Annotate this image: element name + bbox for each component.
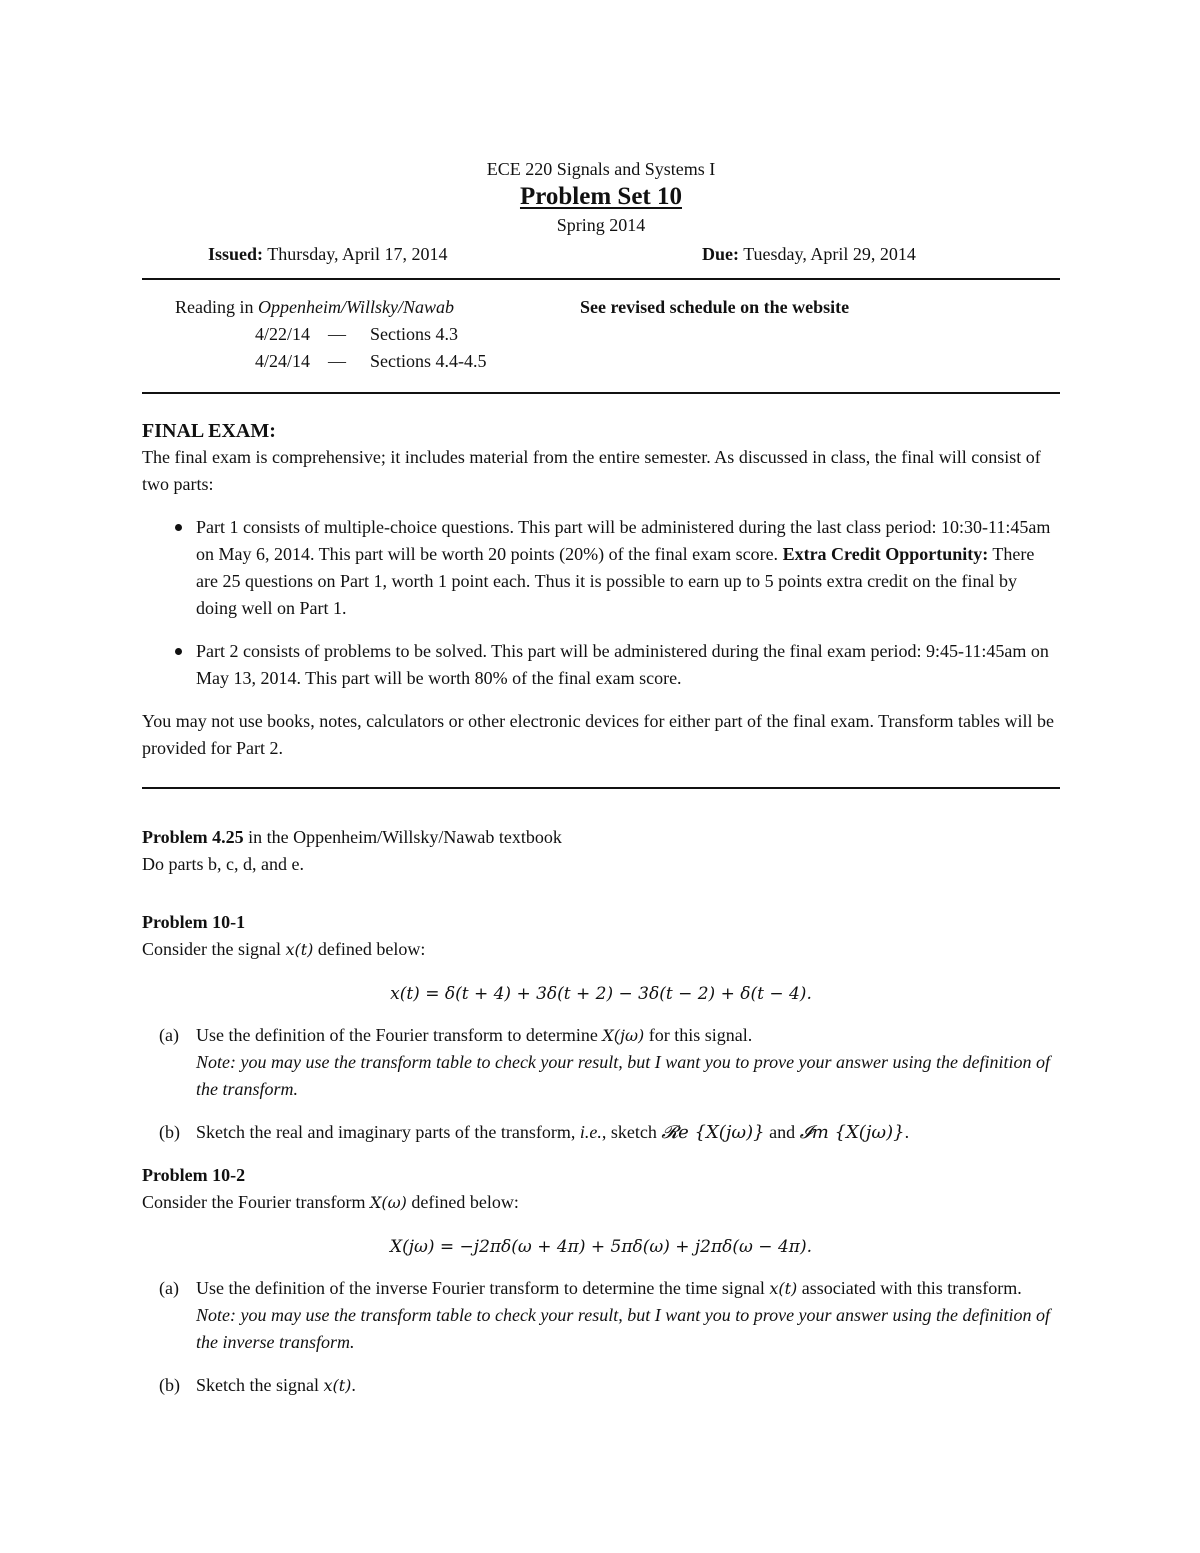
part-text: Sketch the real and imaginary parts of the transform, bbox=[196, 1122, 580, 1142]
part-label: (a) bbox=[159, 1278, 179, 1298]
list-item bbox=[142, 1119, 1060, 1146]
reading-sections: Sections 4.4-4.5 bbox=[370, 351, 487, 371]
problem-intro bbox=[142, 936, 1060, 963]
list-item bbox=[142, 1372, 1060, 1399]
reading-section bbox=[142, 280, 1060, 382]
issued-date bbox=[142, 241, 542, 269]
equation: x(t) = δ(t + 4) + 3δ(t + 2) − 3δ(t − 2) + δ(t − 4). bbox=[390, 984, 812, 1004]
ie-abbrev: i.e. bbox=[579, 1122, 602, 1142]
schedule-note: See revised schedule on the website bbox=[580, 297, 850, 317]
problem-set-page bbox=[142, 156, 1060, 1415]
reading-row bbox=[142, 321, 580, 348]
due-date bbox=[542, 241, 916, 269]
math-symbol: x(t) bbox=[323, 1376, 352, 1395]
problem-intro bbox=[142, 1189, 1060, 1216]
list-item bbox=[142, 638, 1060, 692]
reading-date: 4/22/14 bbox=[254, 324, 310, 344]
math-imag-part: 𝓘m {X(jω)} bbox=[799, 1122, 905, 1143]
bullet-icon bbox=[175, 524, 182, 531]
extra-credit-label: Extra Credit Opportunity: bbox=[782, 544, 989, 564]
reading-book: Oppenheim/Willsky/Nawab bbox=[258, 297, 454, 317]
problem-parts bbox=[142, 1275, 1060, 1399]
part-label: (b) bbox=[159, 1122, 180, 1142]
problem-label: Problem 10-1 bbox=[142, 912, 246, 932]
bullet-text: Part 2 consists of problems to be solved. This part will be administered during the final exam period: 9:45-11:45am on May 13, 2014. This part will be worth 80% of the final exam score. bbox=[196, 641, 1049, 688]
reading-row bbox=[142, 348, 580, 375]
part-label: (a) bbox=[159, 1025, 179, 1045]
reading-date: 4/24/14 bbox=[254, 351, 310, 371]
problem-heading bbox=[142, 824, 1060, 851]
part-text: associated with this transform. bbox=[797, 1278, 1022, 1298]
dates-row bbox=[142, 241, 1060, 269]
page-title bbox=[142, 182, 1060, 212]
final-exam-parts bbox=[142, 514, 1060, 692]
intro-text: defined below: bbox=[313, 939, 426, 959]
problem-label: Problem 10-2 bbox=[142, 1165, 246, 1185]
part-text: . bbox=[351, 1375, 356, 1395]
bullet-text: Part 1 consists of multiple-choice questions. This part will be administered during the last class period: 10:30-11:45am on May 6, 2014. This part will be worth 20 points (20%) of the final exam score. bbox=[196, 517, 1051, 564]
bullet-icon bbox=[175, 648, 182, 655]
textbook-problem bbox=[142, 824, 1060, 878]
due-value: Tuesday, April 29, 2014 bbox=[743, 244, 916, 264]
reading-prefix: Reading in bbox=[175, 297, 258, 317]
list-item bbox=[142, 514, 1060, 622]
issued-value: Thursday, April 17, 2014 bbox=[267, 244, 448, 264]
problem-10-1 bbox=[142, 909, 1060, 1146]
intro-text: Consider the Fourier transform bbox=[142, 1192, 370, 1212]
math-symbol: x(t) bbox=[285, 940, 314, 959]
final-exam-intro: The final exam is comprehensive; it includes material from the entire semester. As discussed in class, the final will consist of two parts: bbox=[142, 447, 1041, 494]
term: Spring 2014 bbox=[556, 215, 646, 235]
list-item bbox=[142, 1022, 1060, 1103]
due-label: Due: bbox=[702, 244, 739, 264]
reading-list bbox=[142, 294, 580, 382]
problem-instruction: Do parts b, c, d, and e. bbox=[142, 854, 304, 874]
part-note: Note: you may use the transform table to check your result, but I want you to prove your answer using the definition of the inverse transform. bbox=[196, 1305, 1051, 1352]
list-item bbox=[142, 1275, 1060, 1356]
math-real-part: 𝓡e {X(jω)} bbox=[661, 1122, 765, 1143]
reading-dash: — bbox=[328, 324, 346, 344]
problem-label: Problem 4.25 bbox=[142, 827, 244, 847]
reading-sections: Sections 4.3 bbox=[370, 324, 458, 344]
problem-set-title: Problem Set 10 bbox=[519, 183, 682, 210]
problem-parts bbox=[142, 1022, 1060, 1146]
divider bbox=[142, 392, 1060, 394]
bullet-text: There are 25 questions on Part 1, worth 1 point each. Thus it is possible to earn up to 5 points extra credit on the final by doing well on Part 1. bbox=[196, 544, 1035, 618]
part-text: Sketch the signal bbox=[196, 1375, 324, 1395]
intro-text: defined below: bbox=[406, 1192, 519, 1212]
reading-heading bbox=[142, 294, 580, 321]
equation: X(jω) = −j2πδ(ω + 4π) + 5πδ(ω) + j2πδ(ω − 4π). bbox=[390, 1237, 812, 1257]
part-text: for this signal. bbox=[644, 1025, 753, 1045]
course-title: ECE 220 Signals and Systems I bbox=[486, 159, 716, 179]
math-symbol: x(t) bbox=[769, 1279, 798, 1298]
final-exam-heading: FINAL EXAM: bbox=[142, 420, 276, 442]
reading-dash: — bbox=[328, 351, 346, 371]
problem-10-2 bbox=[142, 1162, 1060, 1399]
divider bbox=[142, 787, 1060, 789]
part-text: and bbox=[764, 1122, 800, 1142]
part-note: Note: you may use the transform table to check your result, but I want you to prove your answer using the definition of the transform. bbox=[196, 1052, 1051, 1099]
math-symbol: X(jω) bbox=[602, 1026, 645, 1045]
part-text: , sketch bbox=[601, 1122, 662, 1142]
final-exam-rules: You may not use books, notes, calculators or other electronic devices for either part of the final exam. Transform tables will be provided for Part 2. bbox=[142, 711, 1054, 758]
issued-label: Issued: bbox=[208, 244, 264, 264]
part-text: . bbox=[904, 1122, 910, 1142]
intro-text: Consider the signal bbox=[142, 939, 286, 959]
part-text: Use the definition of the Fourier transform to determine bbox=[196, 1025, 603, 1045]
part-label: (b) bbox=[159, 1375, 180, 1395]
part-text: Use the definition of the inverse Fourier transform to determine the time signal bbox=[196, 1278, 770, 1298]
math-symbol: X(ω) bbox=[369, 1193, 407, 1212]
problem-source: in the Oppenheim/Willsky/Nawab textbook bbox=[243, 827, 562, 847]
